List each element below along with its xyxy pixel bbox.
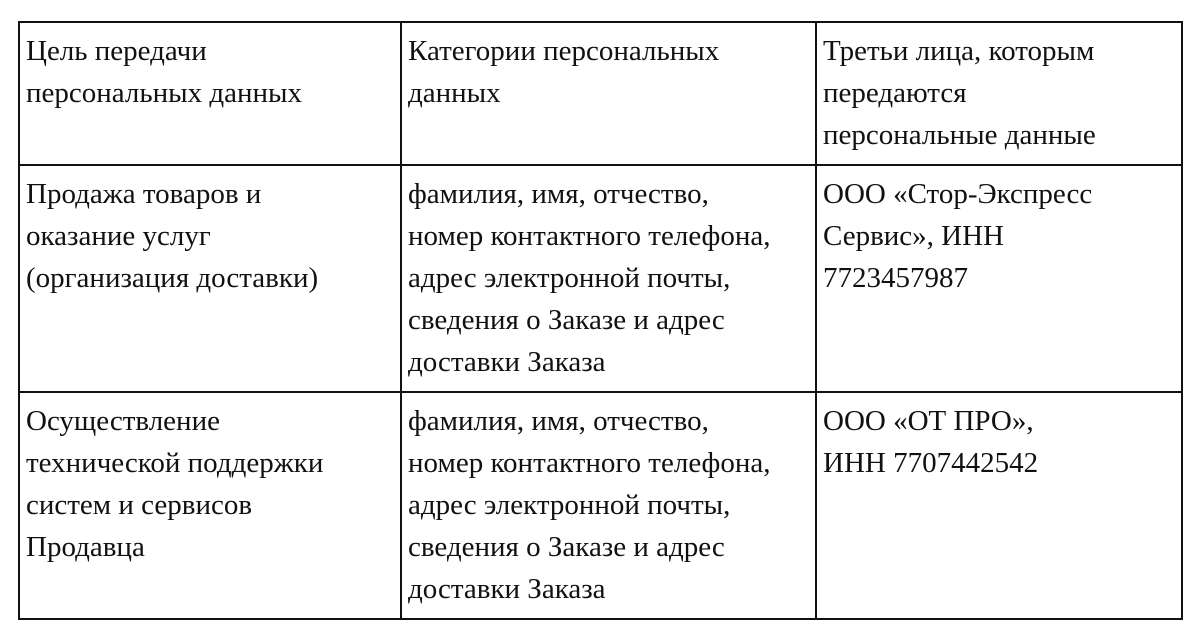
cell-line: Третьи лица, которым — [823, 35, 1095, 67]
cell-line: номер контактного телефона, — [408, 220, 771, 252]
personal-data-transfer-table — [18, 21, 1183, 620]
cell-line: Осуществление — [26, 405, 220, 437]
cell-line: систем и сервисов — [26, 489, 253, 521]
cell-line: фамилия, имя, отчество, — [408, 405, 709, 437]
cell-line: оказание услуг — [26, 220, 211, 252]
cell-third-parties — [816, 165, 1182, 392]
header-cell-third-parties — [816, 22, 1182, 165]
table-header-row — [19, 22, 1182, 165]
cell-purpose — [19, 165, 401, 392]
header-cell-categories — [401, 22, 816, 165]
cell-categories — [401, 165, 816, 392]
cell-line: Продавца — [26, 531, 145, 563]
cell-categories — [401, 392, 816, 619]
cell-line: ИНН 7707442542 — [823, 447, 1039, 479]
cell-line: сведения о Заказе и адрес — [408, 304, 725, 336]
cell-line: адрес электронной почты, — [408, 489, 731, 521]
cell-third-parties — [816, 392, 1182, 619]
cell-line: персональных данных — [26, 77, 303, 109]
cell-line: технической поддержки — [26, 447, 324, 479]
cell-line: данных — [408, 77, 501, 109]
cell-line: Сервис», ИНН — [823, 220, 1004, 252]
cell-line: доставки Заказа — [408, 573, 606, 605]
cell-line: передаются — [823, 77, 967, 109]
table-row — [19, 392, 1182, 619]
cell-line: фамилия, имя, отчество, — [408, 178, 709, 210]
cell-line: ООО «ОТ ПРО», — [823, 405, 1034, 437]
cell-line: номер контактного телефона, — [408, 447, 771, 479]
cell-line: ООО «Стор-Экспресс — [823, 178, 1093, 210]
cell-purpose — [19, 392, 401, 619]
table-row — [19, 165, 1182, 392]
cell-line: Цель передачи — [26, 35, 207, 67]
cell-line: персональные данные — [823, 119, 1096, 151]
cell-line: сведения о Заказе и адрес — [408, 531, 725, 563]
cell-line: доставки Заказа — [408, 346, 606, 378]
header-cell-purpose — [19, 22, 401, 165]
cell-line: Категории персональных — [408, 35, 720, 67]
cell-line: адрес электронной почты, — [408, 262, 731, 294]
cell-line: Продажа товаров и — [26, 178, 262, 210]
cell-line: 7723457987 — [823, 262, 968, 294]
cell-line: (организация доставки) — [26, 262, 319, 294]
